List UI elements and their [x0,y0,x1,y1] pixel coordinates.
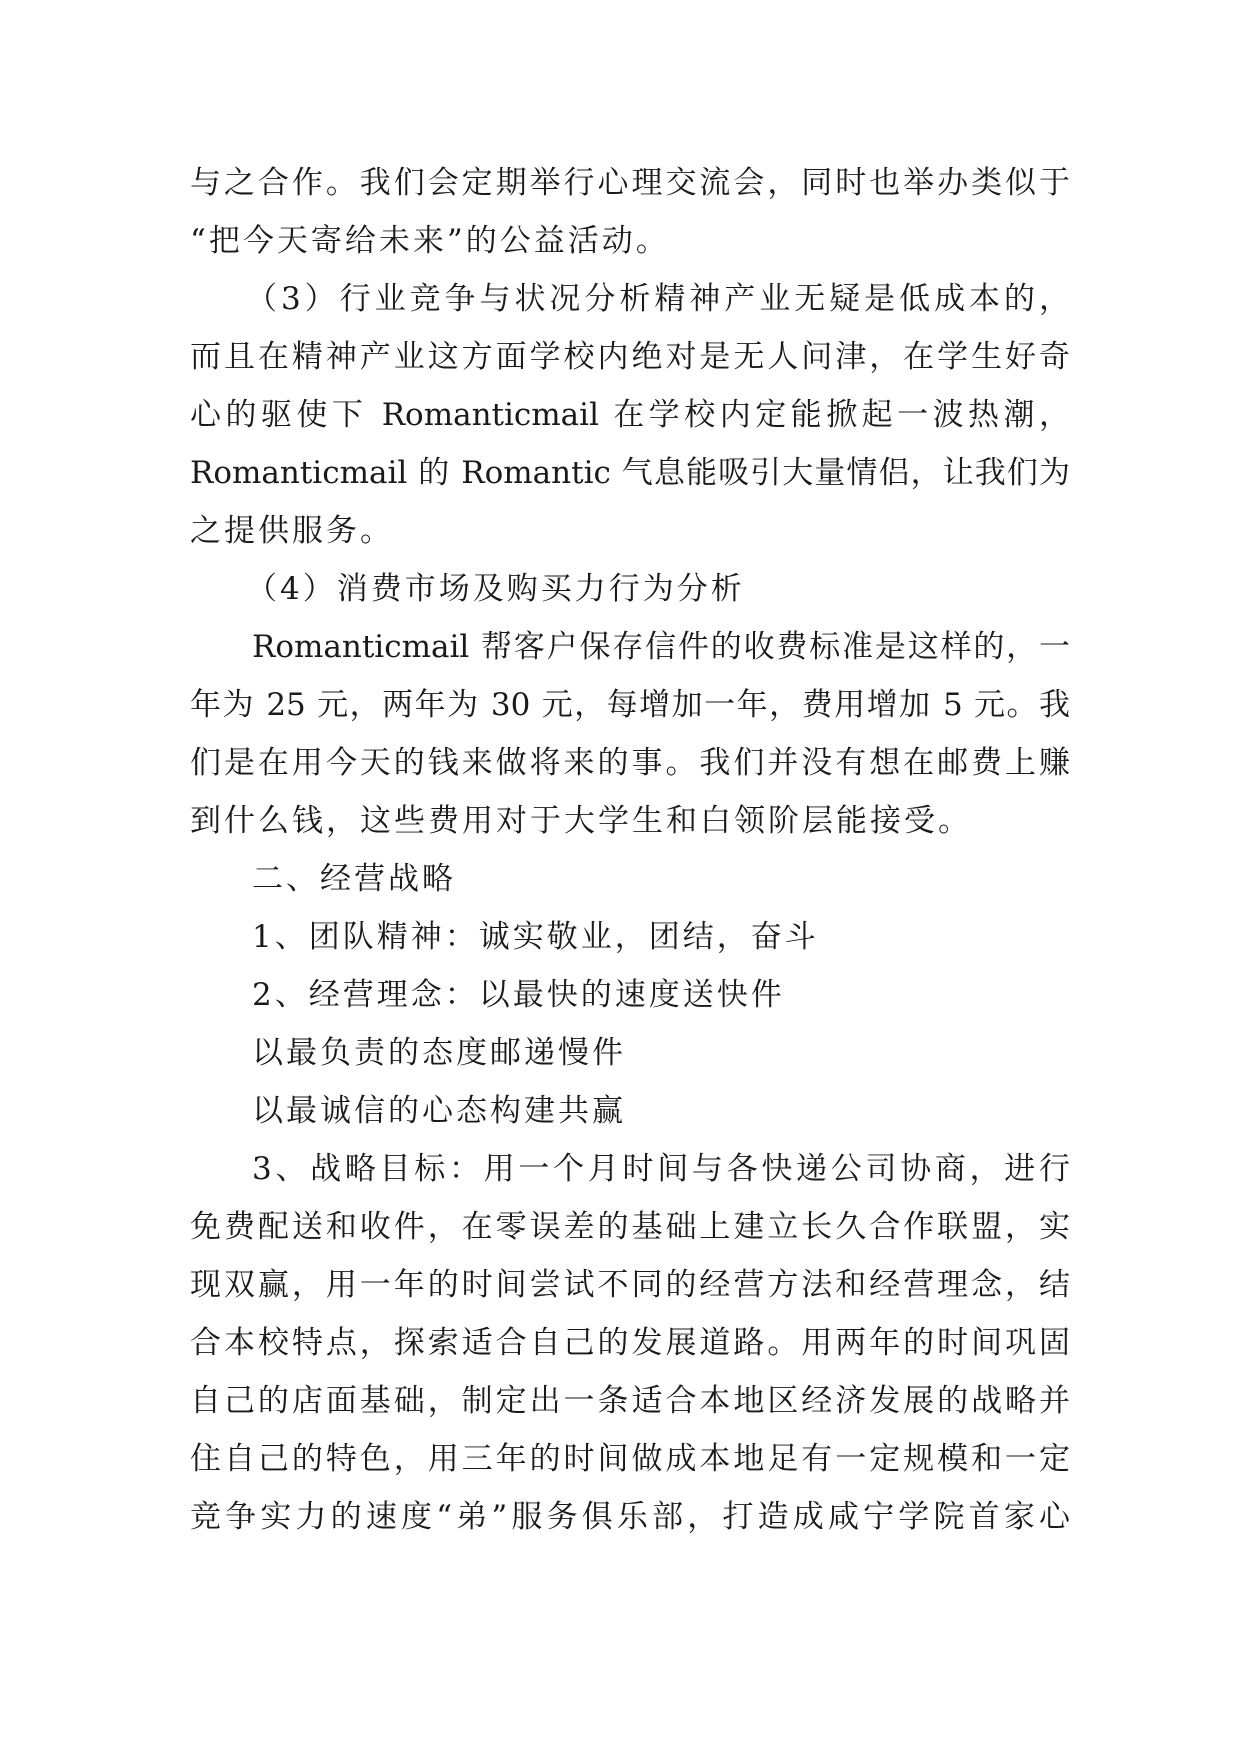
text-line: 竞争实力的速度“弟”服务俱乐部，打造成咸宁学院首家心 [190,1499,1070,1535]
text-line: Romanticmail 的 Romantic 气息能吸引大量情侣，让我们为 [190,455,1070,491]
section-heading: 二、经营战略 [252,861,456,897]
text-line: 之提供服务。 [190,513,394,549]
list-item-continuation: 以最诚信的心态构建共赢 [252,1093,626,1129]
text-line: 们是在用今天的钱来做将来的事。我们并没有想在邮费上赚 [190,745,1070,781]
list-item-continuation: 以最负责的态度邮递慢件 [252,1035,626,1071]
text-line: 合本校特点，探索适合自己的发展道路。用两年的时间巩固 [190,1325,1070,1361]
paragraph-heading: （3）行业竞争与状况分析精神产业无疑是低成本的， [246,281,1070,317]
text-line: 免费配送和收件，在零误差的基础上建立长久合作联盟，实 [190,1209,1070,1245]
paragraph-heading: （4）消费市场及购买力行为分析 [246,571,745,607]
text-line: 年为 25 元，两年为 30 元，每增加一年，费用增加 5 元。我 [190,687,1070,723]
list-item: 1、团队精神：诚实敬业，团结，奋斗 [252,919,819,955]
text-line: 与之合作。我们会定期举行心理交流会，同时也举办类似于 [190,165,1070,201]
text-line: 到什么钱，这些费用对于大学生和白领阶层能接受。 [190,803,972,839]
text-line: 住自己的特色，用三年的时间做成本地足有一定规模和一定 [190,1441,1070,1477]
text-line: 现双赢，用一年的时间尝试不同的经营方法和经营理念，结 [190,1267,1070,1303]
text-line: “把今天寄给未来”的公益活动。 [190,223,670,259]
text-line: 心的驱使下 Romanticmail 在学校内定能掀起一波热潮， [190,397,1070,433]
list-item: 2、经营理念：以最快的速度送快件 [252,977,785,1013]
text-line: Romanticmail 帮客户保存信件的收费标准是这样的，一 [252,629,1070,665]
text-line: 而且在精神产业这方面学校内绝对是无人问津，在学生好奇 [190,339,1070,375]
text-line: 自己的店面基础，制定出一条适合本地区经济发展的战略并 [190,1383,1070,1419]
list-item: 3、战略目标：用一个月时间与各快递公司协商，进行 [252,1151,1070,1187]
